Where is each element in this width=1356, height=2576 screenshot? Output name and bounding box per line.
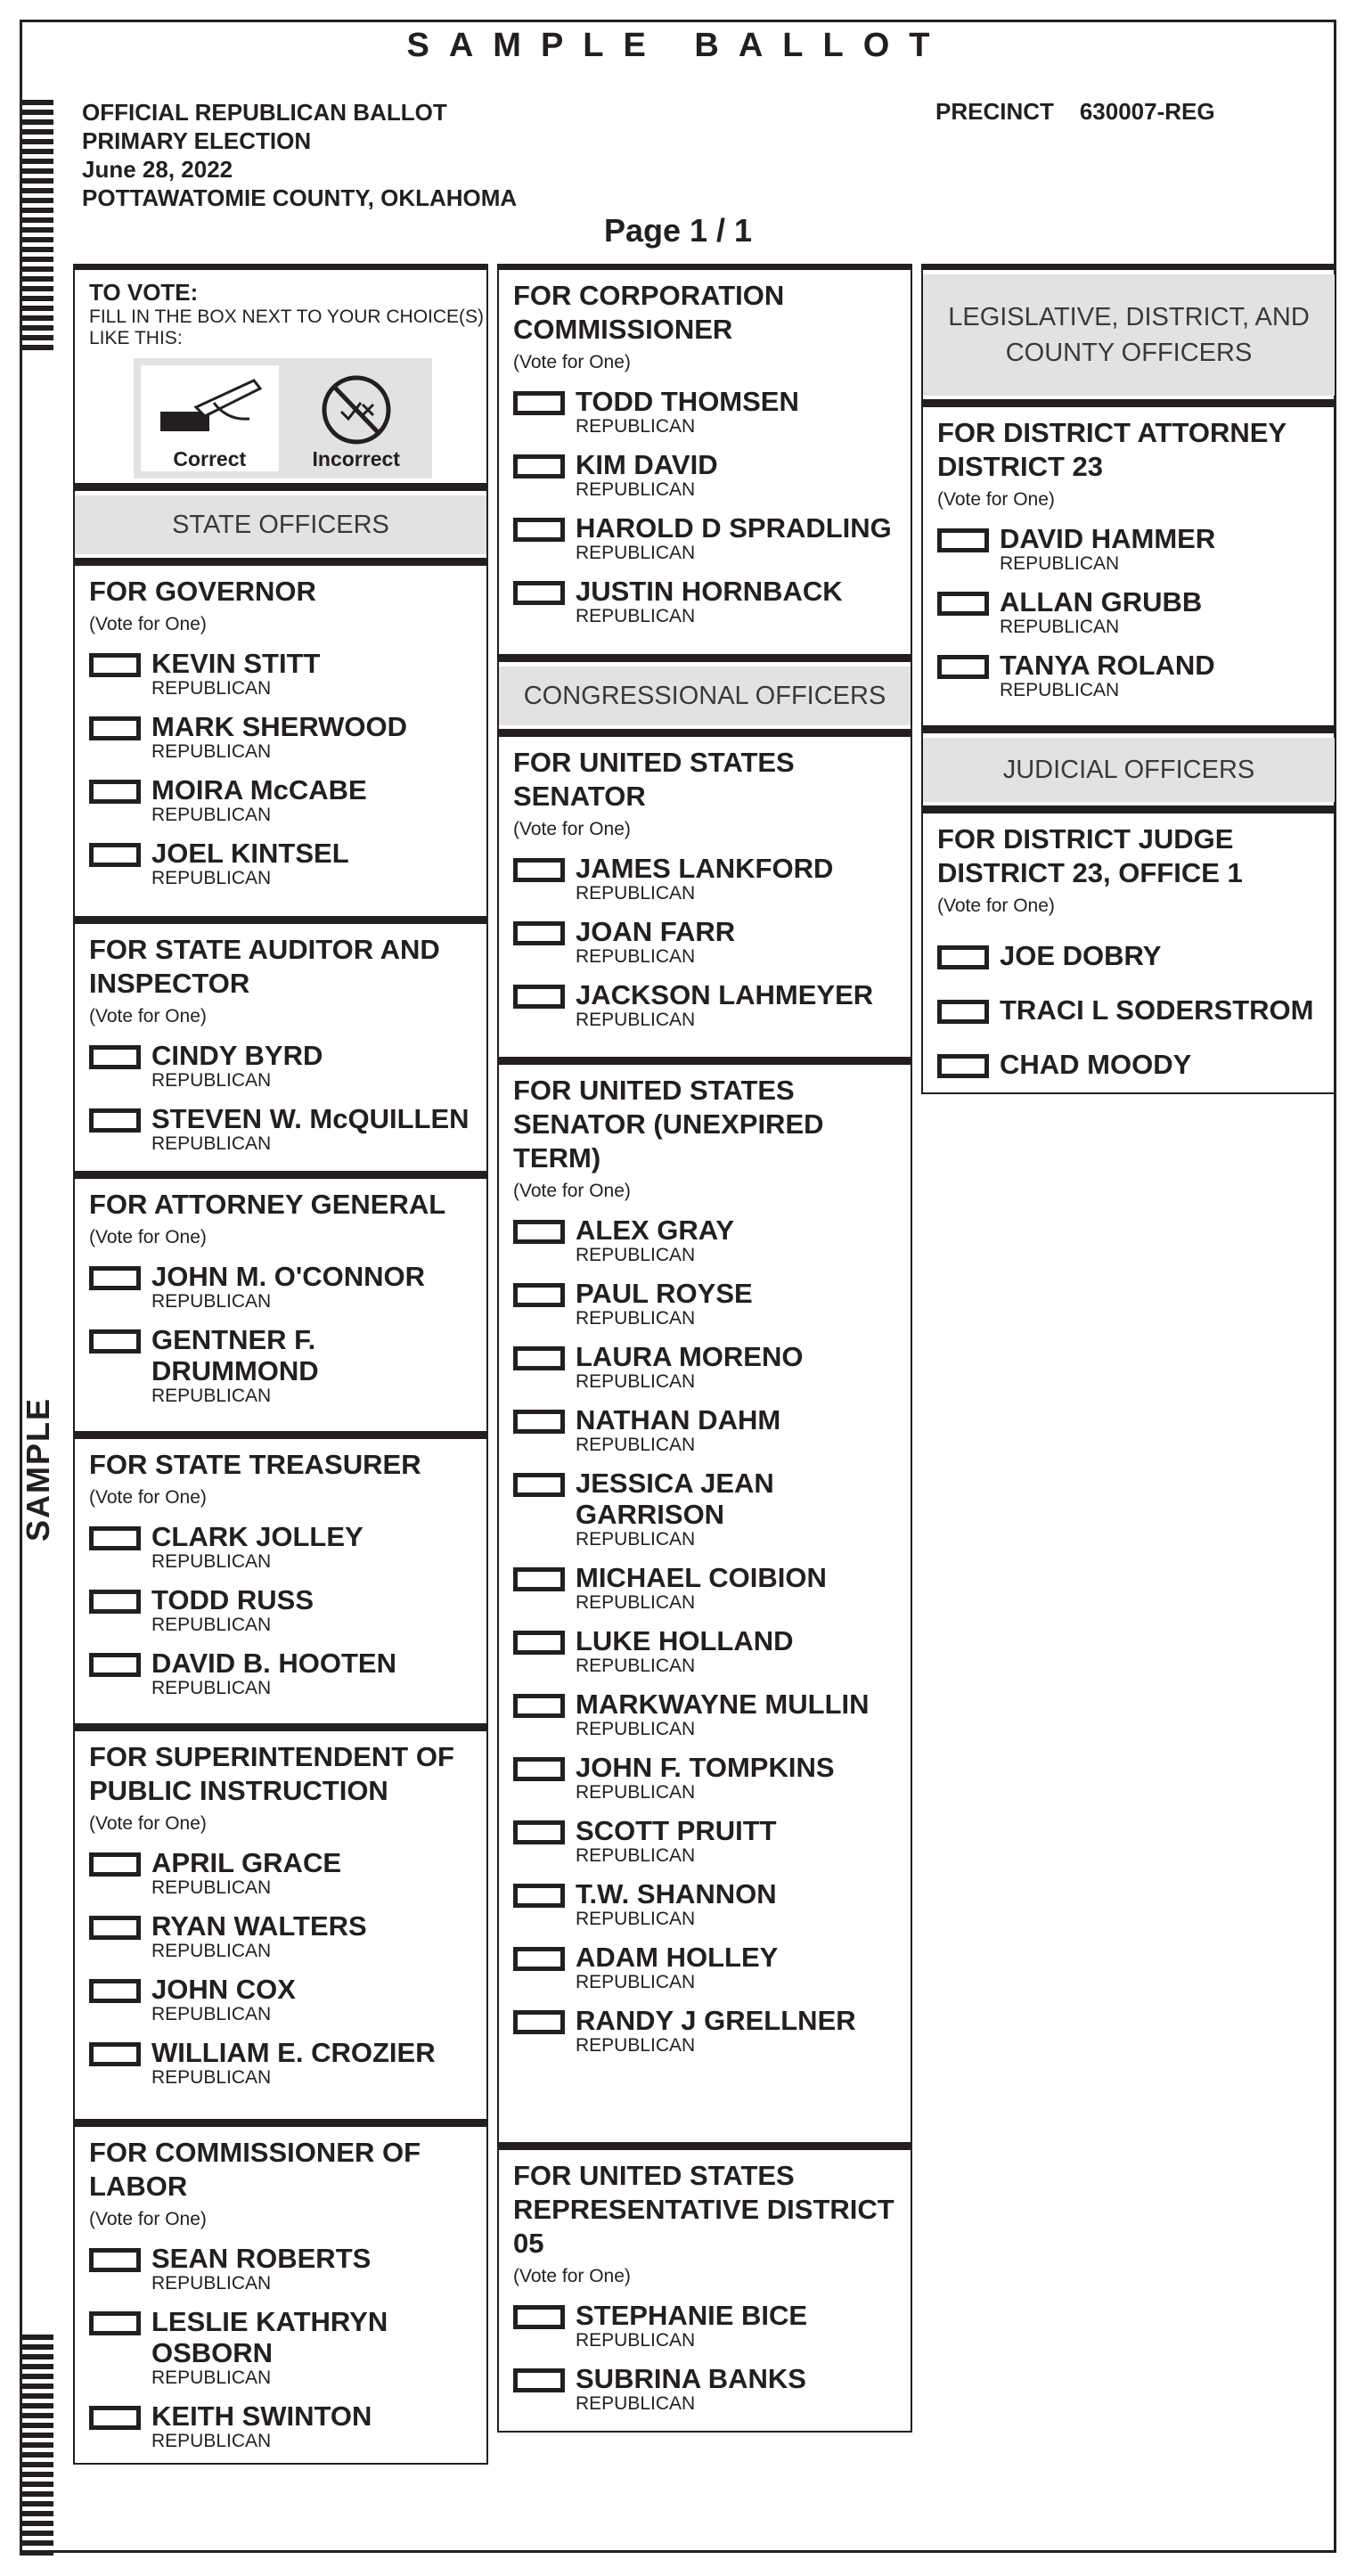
timing-marks-bottom [20,2335,53,2560]
candidate-party: REPUBLICAN [576,2035,696,2056]
candidate-party: REPUBLICAN [576,479,696,500]
race-us-senator [497,731,912,1059]
candidate-party: REPUBLICAN [576,1245,696,1265]
precinct [935,98,1215,126]
candidate-party: REPUBLICAN [576,1782,696,1803]
candidate-row [499,1265,911,1329]
office-title: FOR ATTORNEY GENERAL [89,1189,446,1220]
candidate-row [499,840,911,904]
candidate-row [499,1676,911,1739]
candidate-name: GENTNER F. DRUMMOND [151,1324,319,1386]
candidate-row [499,1329,911,1392]
candidate-name: SUBRINA BANKS [576,2363,806,2394]
candidate-row [75,2230,486,2294]
vote-for-one: (Vote for One) [937,895,1055,916]
race-labor [73,2121,488,2465]
vote-target-box[interactable] [89,1045,141,1069]
candidate-name: LUKE HOLLAND [576,1625,794,1656]
candidate-name: TODD RUSS [151,1584,314,1615]
candidate-row [75,1312,486,1406]
sample-watermark: SAMPLE [20,1396,56,1542]
candidate-row [499,1202,911,1265]
candidate-row [75,1898,486,1961]
candidate-name: JESSICA JEAN GARRISON [576,1468,774,1530]
vote-for-one: (Vote for One) [89,1227,207,1247]
candidate-row [75,635,486,699]
candidate-party: REPUBLICAN [151,2367,272,2388]
candidate-name: CINDY BYRD [151,1040,323,1071]
candidate-row [499,1929,911,1992]
header-line: June 28, 2022 [82,156,233,183]
candidate-name: KIM DAVID [576,449,718,480]
candidate-name: JACKSON LAHMEYER [576,979,874,1010]
vote-target-box[interactable] [513,1346,565,1370]
office-title: FOR UNITED STATES SENATOR [513,747,795,812]
race-us-representative [497,2144,912,2433]
vote-target-box[interactable] [513,1631,565,1655]
candidate-name: TODD THOMSEN [576,386,799,417]
candidate-name: ADAM HOLLEY [576,1942,779,1973]
candidate-row [75,1027,486,1091]
header-line: POTTAWATOMIE COUNTY, OKLAHOMA [82,184,518,211]
race-us-senator-unexpired [497,1059,912,2144]
header-line: PRIMARY ELECTION [82,127,312,154]
instructions-heading: TO VOTE: [89,279,199,306]
candidate-row [923,1026,1335,1080]
race-treasurer [73,1433,488,1725]
candidate-name: MARKWAYNE MULLIN [576,1689,870,1720]
vote-target-box[interactable] [89,2406,141,2430]
candidate-party: REPUBLICAN [1000,680,1120,700]
candidate-party: REPUBLICAN [151,1678,272,1698]
vote-target-box[interactable] [513,858,565,882]
candidate-name: CHAD MOODY [1000,1049,1192,1080]
vote-target-box[interactable] [89,1526,141,1550]
candidate-party: REPUBLICAN [576,543,696,563]
vote-target-box[interactable] [513,518,565,542]
candidate-row [499,1866,911,1929]
candidate-name: SEAN ROBERTS [151,2243,372,2274]
vote-for-one: (Vote for One) [89,1487,207,1508]
candidate-name: JUSTIN HORNBACK [576,576,843,607]
candidate-party: REPUBLICAN [576,946,696,967]
candidate-name: DAVID HAMMER [1000,523,1216,554]
candidate-party: REPUBLICAN [151,1291,272,1312]
ballot-title: SAMPLE BALLOT [406,27,950,64]
candidate-row [499,500,911,563]
vote-target-box[interactable] [513,1757,565,1781]
office-title: FOR CORPORATION COMMISSIONER [513,280,785,345]
candidate-name: MOIRA McCABE [151,774,367,806]
candidate-row [75,2024,486,2088]
candidate-name: KEVIN STITT [151,648,321,679]
section-congressional [497,656,912,731]
candidate-party: REPUBLICAN [576,1435,696,1455]
office-title: FOR COMMISSIONER OF LABOR [89,2137,421,2202]
candidate-name: NATHAN DAHM [576,1404,781,1435]
correct-example [141,365,279,471]
candidate-row [75,2294,486,2388]
race-district-attorney [921,401,1336,727]
vote-target-box[interactable] [89,2042,141,2066]
candidate-party: REPUBLICAN [151,1615,272,1635]
candidate-name: HAROLD D SPRADLING [576,512,892,544]
candidate-party: REPUBLICAN [576,1909,696,1929]
candidate-row [499,1455,911,1550]
vote-target-box[interactable] [89,843,141,867]
vote-for-one: (Vote for One) [513,352,631,372]
office-title: FOR GOVERNOR [89,576,316,607]
candidate-row [923,637,1335,700]
office-title: FOR DISTRICT ATTORNEY DISTRICT 23 [937,417,1287,482]
candidate-row [923,574,1335,637]
vote-target-box[interactable] [89,1266,141,1290]
candidate-name: APRIL GRACE [151,1847,342,1878]
precinct-value: 630007-REG [1079,98,1215,125]
candidate-row [75,1091,486,1154]
vote-target-box[interactable] [89,1852,141,1877]
candidate-party: REPUBLICAN [576,883,696,904]
candidate-party: REPUBLICAN [151,868,272,888]
candidate-name: CLARK JOLLEY [151,1521,364,1552]
vote-target-box[interactable] [937,1054,989,1078]
section-title: STATE OFFICERS [75,495,486,554]
section-legislative [921,264,1336,401]
section-title: CONGRESSIONAL OFFICERS [499,666,911,725]
candidate-row [499,563,911,626]
candidate-row [75,825,486,888]
candidate-name: STEPHANIE BICE [576,2300,808,2331]
race-superintendent [73,1725,488,2121]
candidate-party: REPUBLICAN [576,1592,696,1613]
candidate-row [75,699,486,762]
candidate-name: KEITH SWINTON [151,2400,372,2432]
vote-target-box[interactable] [89,716,141,740]
vote-for-one: (Vote for One) [513,1181,631,1201]
vote-target-box[interactable] [937,1000,989,1024]
vote-target-box[interactable] [89,1979,141,2003]
vote-target-box[interactable] [89,1329,141,1353]
candidate-row [75,1961,486,2024]
candidate-name: RYAN WALTERS [151,1910,367,1942]
vote-target-box[interactable] [513,1567,565,1591]
vote-target-box[interactable] [513,2368,565,2392]
candidate-party: REPUBLICAN [151,1386,272,1406]
precinct-label: PRECINCT [935,98,1054,125]
candidate-row [923,511,1335,574]
vote-for-one: (Vote for One) [937,489,1055,510]
candidate-party: REPUBLICAN [151,2431,272,2451]
marking-examples [134,358,432,478]
race-attorney-general [73,1173,488,1433]
section-title: LEGISLATIVE, DISTRICT, AND COUNTY OFFICERS [923,274,1335,396]
candidate-name: JOEL KINTSEL [151,838,349,869]
candidate-party: REPUBLICAN [576,1529,696,1550]
candidate-party: REPUBLICAN [151,1133,272,1154]
candidate-party: REPUBLICAN [576,2330,696,2351]
race-auditor [73,918,488,1173]
candidate-row [499,1992,911,2056]
candidate-name: JOHN F. TOMPKINS [576,1752,835,1783]
candidate-row [499,373,911,437]
ballot-header [82,98,517,212]
vote-target-box[interactable] [513,1694,565,1718]
candidate-name: DAVID B. HOOTEN [151,1648,396,1679]
candidate-row [499,2351,911,2414]
office-title: FOR UNITED STATES SENATOR (UNEXPIRED TERM) [513,1075,824,1174]
candidate-party: REPUBLICAN [576,1371,696,1392]
candidate-party: REPUBLICAN [576,1719,696,1739]
candidate-name: ALLAN GRUBB [1000,586,1203,617]
candidate-name: SCOTT PRUITT [576,1815,777,1846]
vote-target-box[interactable] [513,2010,565,2034]
vote-target-box[interactable] [937,592,989,616]
candidate-party: REPUBLICAN [576,416,696,437]
candidate-name: RANDY J GRELLNER [576,2005,856,2036]
candidate-row [75,762,486,825]
candidate-row [499,1803,911,1866]
vote-for-one: (Vote for One) [513,819,631,839]
candidate-name: STEVEN W. McQUILLEN [151,1103,470,1134]
candidate-row [499,1613,911,1676]
candidate-row [499,1550,911,1613]
vote-target-box[interactable] [513,454,565,478]
section-title: JUDICIAL OFFICERS [923,738,1335,802]
candidate-party: REPUBLICAN [576,2393,696,2414]
vote-for-one: (Vote for One) [89,1813,207,1834]
vote-target-box[interactable] [513,1220,565,1244]
candidate-party: REPUBLICAN [576,1656,696,1676]
candidate-name: LESLIE KATHRYN OSBORN [151,2306,388,2368]
candidate-party: REPUBLICAN [151,2273,272,2294]
candidate-name: JOE DOBRY [1000,940,1162,971]
vote-target-box[interactable] [937,528,989,552]
candidate-party: REPUBLICAN [151,1877,272,1898]
candidate-party: REPUBLICAN [151,2067,272,2088]
candidate-party: REPUBLICAN [151,741,272,762]
candidate-row [75,2388,486,2451]
vote-target-box[interactable] [89,1916,141,1940]
vote-for-one: (Vote for One) [89,1006,207,1026]
vote-target-box[interactable] [89,1108,141,1133]
candidate-row [499,1739,911,1803]
race-governor [73,560,488,918]
vote-for-one: (Vote for One) [89,614,207,634]
candidate-row [499,904,911,967]
candidate-row [499,2287,911,2351]
candidate-name: JOHN COX [151,1974,296,2005]
vote-target-box[interactable] [513,921,565,945]
instructions-text: FILL IN THE BOX NEXT TO YOUR CHOICE(S) LIKE THIS: [89,307,485,348]
race-district-judge [921,807,1336,1094]
vote-target-box[interactable] [513,391,565,415]
incorrect-example [288,365,426,471]
candidate-party: REPUBLICAN [151,678,272,699]
candidate-row [75,1835,486,1898]
office-title: FOR UNITED STATES REPRESENTATIVE DISTRICT 05 [513,2160,894,2259]
candidate-name: TRACI L SODERSTROM [1000,994,1314,1026]
candidate-party: REPUBLICAN [576,1308,696,1329]
office-title: FOR STATE AUDITOR AND INSPECTOR [89,934,440,999]
column-1 [73,264,488,2465]
page-number: Page 1 / 1 [603,212,753,249]
instructions-box [73,264,488,485]
candidate-name: JAMES LANKFORD [576,853,834,884]
candidate-name: LAURA MORENO [576,1341,804,1372]
candidate-row [499,1392,911,1455]
candidate-name: MICHAEL COIBION [576,1562,827,1593]
vote-target-box[interactable] [513,2305,565,2329]
office-title: FOR STATE TREASURER [89,1449,421,1480]
column-2 [497,264,912,2433]
candidate-row [499,967,911,1030]
candidate-row [923,917,1335,971]
vote-target-box[interactable] [937,655,989,679]
candidate-party: REPUBLICAN [151,1551,272,1572]
vote-for-one: (Vote for One) [513,2266,631,2286]
candidate-row [75,1635,486,1698]
candidate-party: REPUBLICAN [151,805,272,825]
section-judicial [921,727,1336,807]
candidate-row [499,437,911,500]
correct-label: Correct [173,447,247,470]
column-3 [921,264,1336,1094]
candidate-row [75,1248,486,1312]
timing-marks-top [20,100,53,355]
header-line: OFFICIAL REPUBLICAN BALLOT [82,99,447,126]
vote-target-box[interactable] [89,780,141,804]
incorrect-label: Incorrect [312,447,400,470]
office-title: FOR SUPERINTENDENT OF PUBLIC INSTRUCTION [89,1741,454,1806]
vote-target-box[interactable] [513,1473,565,1497]
vote-target-box[interactable] [513,1884,565,1908]
vote-target-box[interactable] [89,653,141,677]
candidate-party: REPUBLICAN [151,2004,272,2024]
candidate-name: JOAN FARR [576,916,736,947]
candidate-row [923,971,1335,1026]
candidate-row [75,1509,486,1572]
section-state [73,485,488,560]
vote-target-box[interactable] [513,1820,565,1844]
vote-target-box[interactable] [89,2311,141,2335]
candidate-party: REPUBLICAN [576,1845,696,1866]
pen-filling-box-icon [151,376,267,447]
vote-target-box[interactable] [89,1653,141,1677]
candidate-party: REPUBLICAN [576,606,696,626]
candidate-name: TANYA ROLAND [1000,650,1215,681]
candidate-name: WILLIAM E. CROZIER [151,2037,436,2068]
vote-target-box[interactable] [89,1590,141,1614]
candidate-party: REPUBLICAN [576,1010,696,1030]
candidate-name: T.W. SHANNON [576,1878,777,1910]
candidate-party: REPUBLICAN [576,1972,696,1992]
candidate-name: PAUL ROYSE [576,1278,753,1309]
candidate-name: JOHN M. O'CONNOR [151,1261,426,1292]
vote-target-box[interactable] [513,1410,565,1434]
vote-target-box[interactable] [513,1947,565,1971]
candidate-party: REPUBLICAN [1000,617,1120,637]
vote-target-box[interactable] [513,985,565,1009]
vote-target-box[interactable] [89,2248,141,2272]
vote-for-one: (Vote for One) [89,2209,207,2229]
office-title: FOR DISTRICT JUDGE DISTRICT 23, OFFICE 1 [937,823,1243,888]
race-corporation-commissioner [497,264,912,656]
candidate-name: ALEX GRAY [576,1214,735,1246]
vote-target-box[interactable] [513,1283,565,1307]
candidate-row [75,1572,486,1635]
candidate-party: REPUBLICAN [1000,553,1120,574]
vote-target-box[interactable] [937,945,989,969]
candidate-party: REPUBLICAN [151,1941,272,1961]
no-checkmark-icon [316,374,396,447]
candidate-party: REPUBLICAN [151,1070,272,1091]
vote-target-box[interactable] [513,581,565,605]
candidate-name: MARK SHERWOOD [151,711,408,742]
